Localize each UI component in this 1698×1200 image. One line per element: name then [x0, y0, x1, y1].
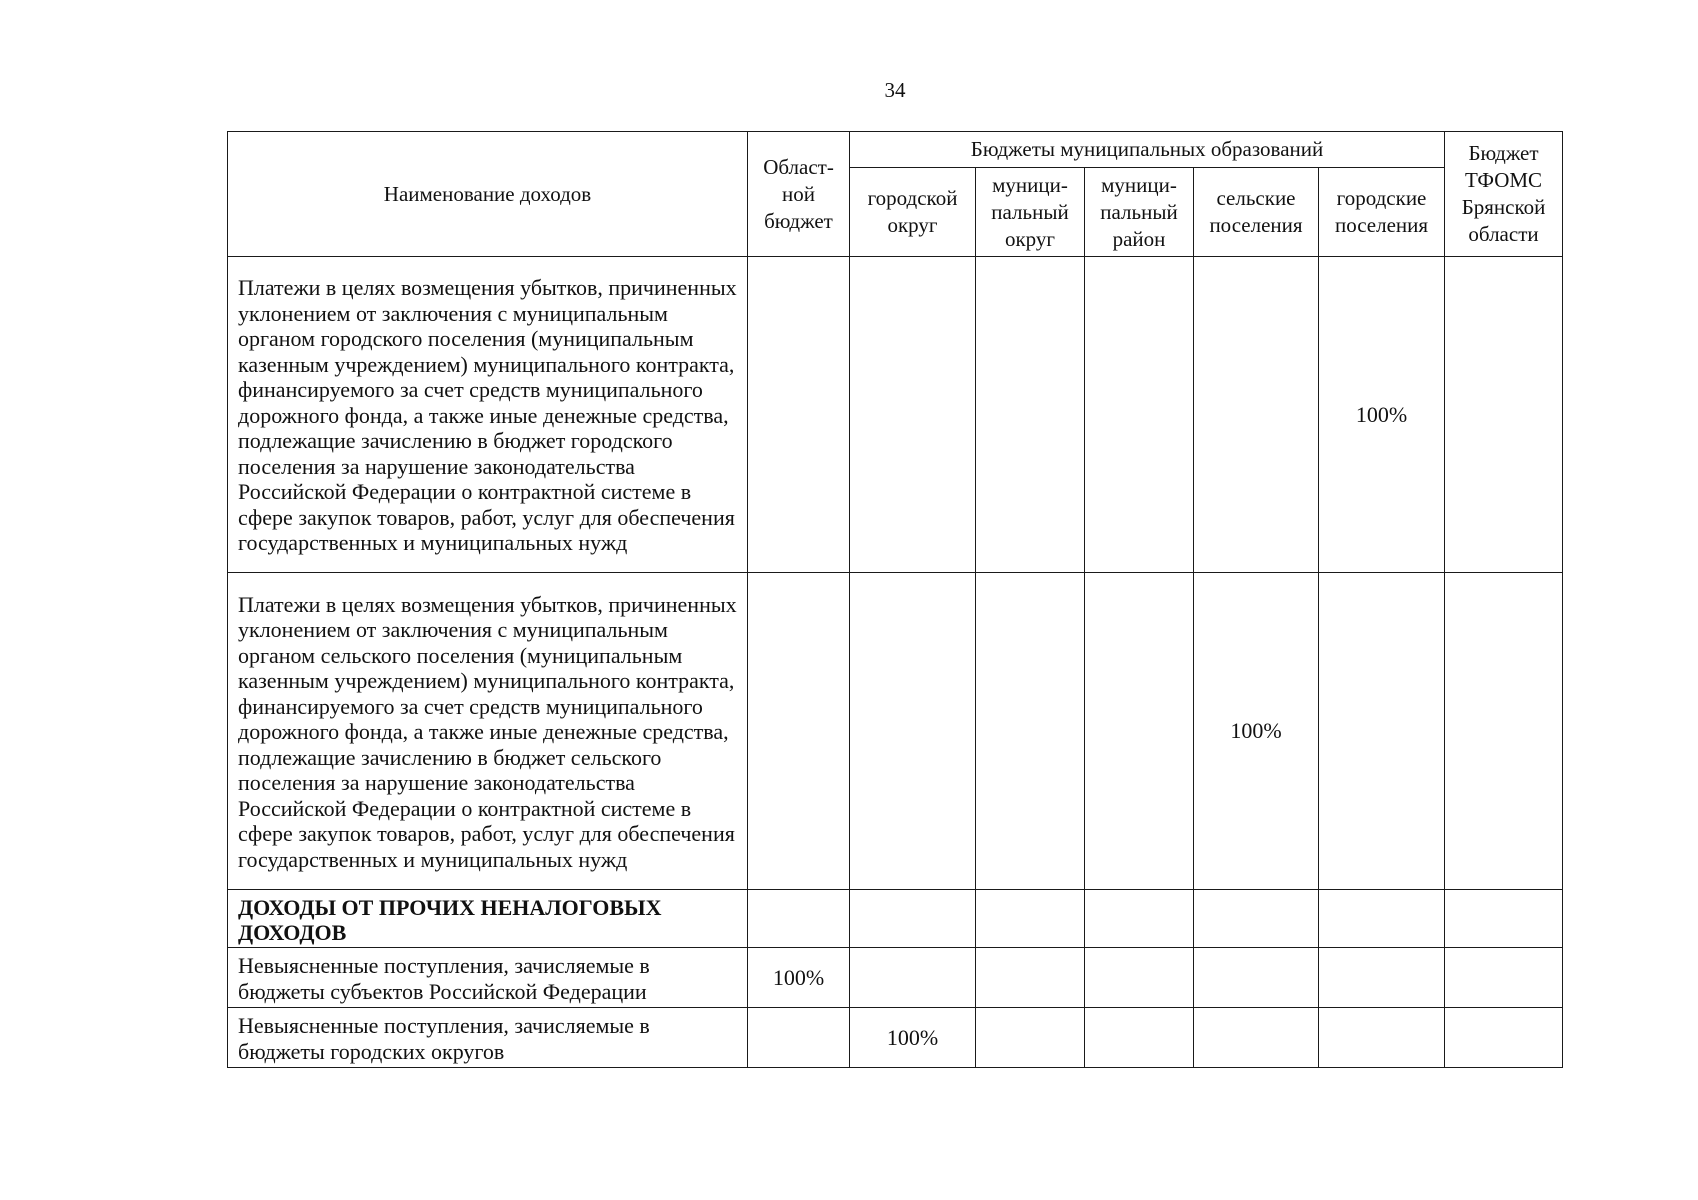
header-municipal-district-label: муници- пальный округ	[991, 172, 1069, 251]
header-city-district-label: городской округ	[867, 186, 958, 237]
value-cell	[976, 1008, 1085, 1068]
value-cell	[1445, 573, 1563, 890]
value-cell	[976, 948, 1085, 1008]
value-cell	[1194, 890, 1319, 948]
header-rural-settlements	[1194, 168, 1319, 257]
value-cell	[1085, 890, 1194, 948]
table-row	[228, 257, 1563, 573]
value-cell	[1085, 573, 1194, 890]
header-city-district	[850, 168, 976, 257]
value-cell	[850, 948, 976, 1008]
value-cell	[1445, 1008, 1563, 1068]
value-cell	[1085, 948, 1194, 1008]
header-urban-settlements-label: городские поселения	[1334, 186, 1429, 237]
value-cell: 100%	[748, 948, 850, 1008]
value-cell	[1194, 948, 1319, 1008]
value-cell	[850, 257, 976, 573]
value-cell: 100%	[1194, 573, 1319, 890]
table-row	[228, 948, 1563, 1008]
value-cell	[1194, 1008, 1319, 1068]
header-urban-settlements	[1319, 168, 1445, 257]
header-municipal-district	[976, 168, 1085, 257]
header-income-name: Наименование доходов	[228, 132, 748, 257]
value-cell	[1319, 890, 1445, 948]
income-name-cell: Невыясненные поступления, зачисляемые в бюджеты городских округов	[228, 1008, 748, 1068]
value-cell	[976, 890, 1085, 948]
value-cell	[1085, 1008, 1194, 1068]
table-section-row	[228, 890, 1563, 948]
value-cell	[1085, 257, 1194, 573]
value-cell	[1445, 890, 1563, 948]
header-municipal-area	[1085, 168, 1194, 257]
value-cell	[748, 1008, 850, 1068]
value-cell	[748, 257, 850, 573]
header-tfoms-budget	[1445, 132, 1563, 257]
value-cell	[748, 890, 850, 948]
table-row	[228, 573, 1563, 890]
value-cell	[1319, 573, 1445, 890]
value-cell	[1445, 257, 1563, 573]
header-tfoms-label: Бюджет ТФОМС Брянской области	[1461, 141, 1546, 246]
page-number: 34	[884, 78, 906, 102]
header-municipal-budgets: Бюджеты муниципальных образований	[850, 132, 1445, 168]
value-cell	[1319, 1008, 1445, 1068]
value-cell: 100%	[1319, 257, 1445, 573]
value-cell	[1445, 948, 1563, 1008]
header-municipal-area-label: муници- пальный район	[1100, 172, 1178, 251]
section-heading-cell: ДОХОДЫ ОТ ПРОЧИХ НЕНАЛОГОВЫХ ДОХОДОВ	[228, 890, 748, 948]
income-name-cell: Платежи в целях возмещения убытков, причиненных уклонением от заключения с муниципальным органом сельского поселения (муниципальным казенным учреждением) муниципального контракта, финансируемого за счет средств муниципального дорожного фонда, а также иные денежные средства, подлежащие зачислению в бюджет сельского поселения за нарушение законодательства Российской Федерации о контрактной системе в сфере закупок товаров, работ, услуг для обеспечения государственных и муниципальных нужд	[228, 573, 748, 890]
income-name-cell: Платежи в целях возмещения убытков, причиненных уклонением от заключения с муниципальным органом городского поселения (муниципальным казенным учреждением) муниципального контракта, финансируемого за счет средств муниципального дорожного фонда, а также иные денежные средства, подлежащие зачислению в бюджет городского поселения за нарушение законодательства Российской Федерации о контрактной системе в сфере закупок товаров, работ, услуг для обеспечения государственных и муниципальных нужд	[228, 257, 748, 573]
income-distribution-table	[227, 131, 1563, 1068]
table-header-row	[228, 132, 1563, 168]
value-cell	[976, 573, 1085, 890]
value-cell: 100%	[850, 1008, 976, 1068]
header-regional-budget-label: Област- ной бюджет	[763, 154, 834, 233]
value-cell	[850, 573, 976, 890]
header-rural-settlements-label: сельские поселения	[1209, 186, 1303, 237]
value-cell	[748, 573, 850, 890]
header-regional-budget	[748, 132, 850, 257]
value-cell	[1194, 257, 1319, 573]
value-cell	[976, 257, 1085, 573]
value-cell	[850, 890, 976, 948]
income-name-cell: Невыясненные поступления, зачисляемые в бюджеты субъектов Российской Федерации	[228, 948, 748, 1008]
table-row	[228, 1008, 1563, 1068]
value-cell	[1319, 948, 1445, 1008]
